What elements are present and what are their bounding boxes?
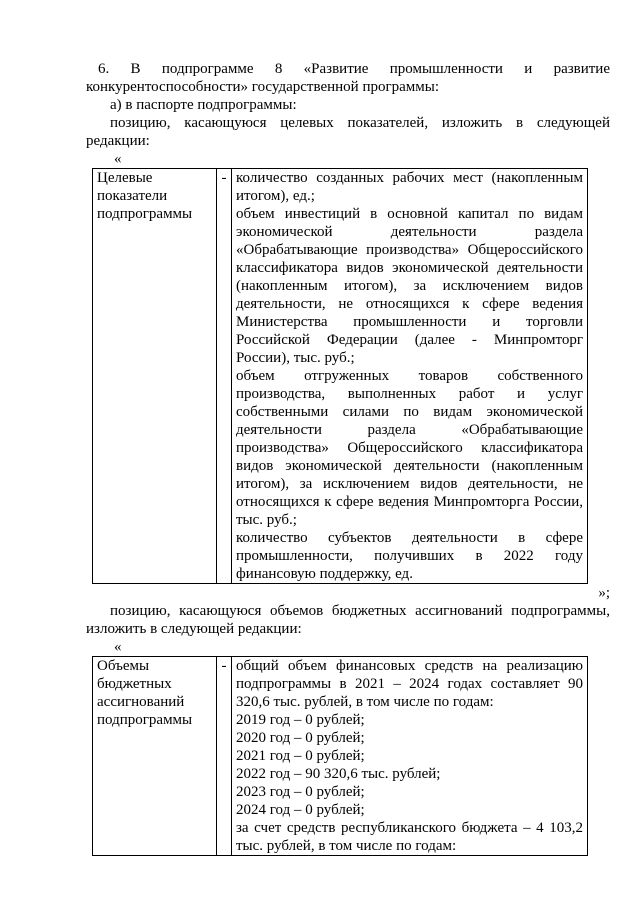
budget-republican: за счет средств республиканского бюджета – 4 103,2 тыс. рублей, в том числе по годам: <box>236 820 583 854</box>
quote-open-1: « <box>114 151 122 167</box>
budget-table <box>92 656 588 856</box>
position-budget-line1: позицию, касающуюся объемов бюджетных ассигнований подпрограммы, <box>110 603 610 619</box>
quote-close-1: »; <box>598 585 610 601</box>
document-body <box>86 60 610 856</box>
target-item-jobs: количество созданных рабочих мест (накопленным итогом), ед.; <box>236 170 583 204</box>
budget-year-2024: 2024 год – 0 рублей; <box>236 802 365 818</box>
targets-label: Целевые показатели подпрограммы <box>93 169 217 584</box>
budget-year-2021: 2021 год – 0 рублей; <box>236 748 365 764</box>
target-item-subjects: количество субъектов деятельности в сфере промышленности, получивших в 2022 году финансовую поддержку, ед. <box>236 530 583 582</box>
item-6-line1: 6. В подпрограмме 8 «Развитие промышленности и развитие <box>98 61 610 77</box>
budget-year-2020: 2020 год – 0 рублей; <box>236 730 365 746</box>
budget-year-2023: 2023 год – 0 рублей; <box>236 784 365 800</box>
budget-row <box>93 657 588 856</box>
position-targets-line2: редакции: <box>86 133 150 149</box>
target-item-investments: объем инвестиций в основной капитал по видам экономической деятельности раздела «Обрабатывающие производства» Общероссийского классификатора видов экономической деятельности (накопленным итогом), за исключением видов деятельности, не относящихся к сфере ведения Министерства промышленности и торговли Российской Федерации (далее - Минпромторг России), тыс. руб.; <box>236 206 583 366</box>
quote-open-2: « <box>114 639 122 655</box>
budget-year-2019: 2019 год – 0 рублей; <box>236 712 365 728</box>
position-targets-line1: позицию, касающуюся целевых показателей, изложить в следующей <box>110 115 610 131</box>
position-budget-line2: изложить в следующей редакции: <box>86 621 302 637</box>
targets-values <box>232 169 588 584</box>
targets-dash: - <box>217 169 232 584</box>
budget-intro: общий объем финансовых средств на реализацию подпрограммы в 2021 – 2024 годах составляет 90 320,6 тыс. рублей, в том числе по годам: <box>236 658 583 710</box>
budget-label: Объемы бюджетных ассигнований подпрограммы <box>93 657 217 856</box>
budget-values <box>232 657 588 856</box>
targets-row <box>93 169 588 584</box>
sub-item-a: а) в паспорте подпрограммы: <box>110 97 297 113</box>
item-6-line2: конкурентоспособности» государственной программы: <box>86 79 440 95</box>
budget-year-2022: 2022 год – 90 320,6 тыс. рублей; <box>236 766 441 782</box>
budget-dash: - <box>217 657 232 856</box>
targets-table <box>92 168 588 584</box>
target-item-shipped-goods: объем отгруженных товаров собственного производства, выполненных работ и услуг собственными силами по видам экономической деятельности раздела «Обрабатывающие производства» Общероссийского классификатора видов экономической деятельности (накопленным итогом), за исключением видов деятельности, не относящихся к сфере ведения Минпромторга России, тыс. руб.; <box>236 368 583 528</box>
